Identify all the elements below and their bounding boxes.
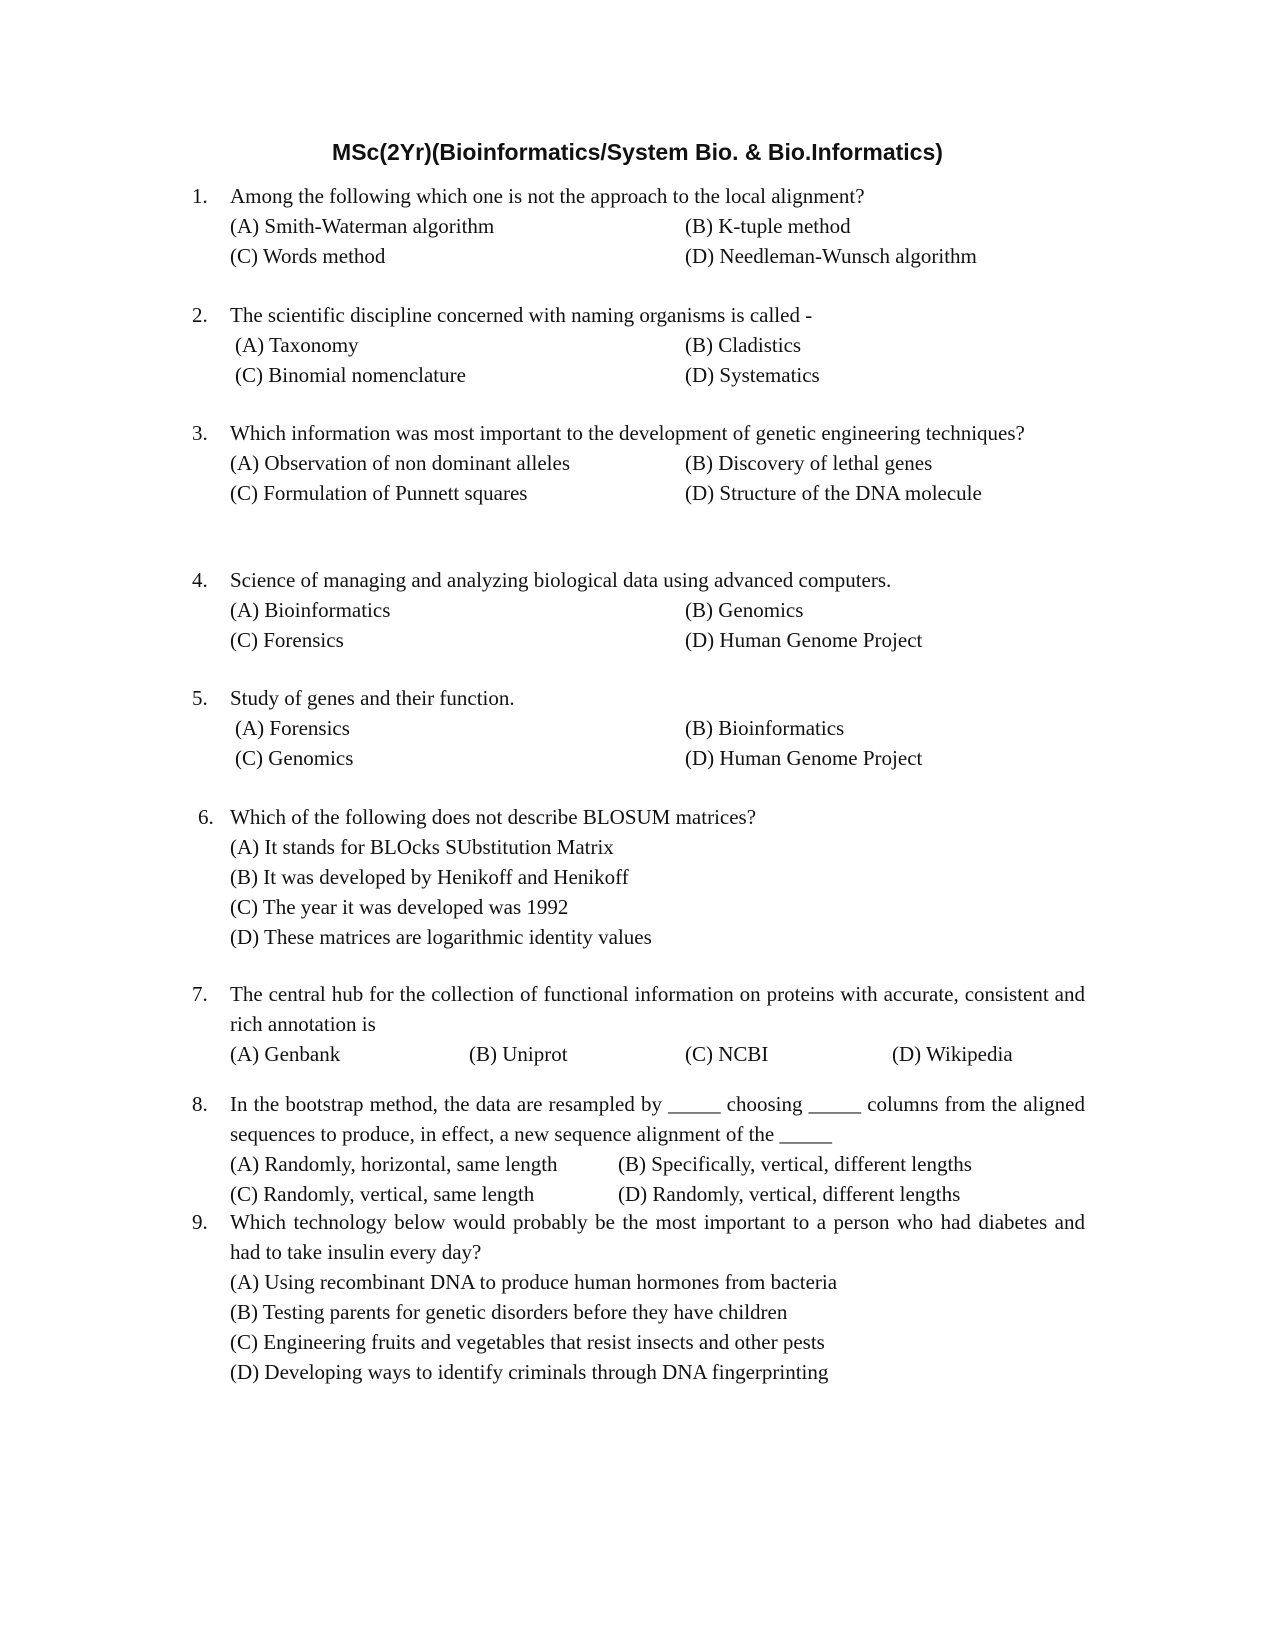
question-3: [185, 418, 1085, 508]
question-number: 8.: [192, 1092, 208, 1116]
option-a: (A) Genbank: [230, 1042, 341, 1066]
option-a: (A) Observation of non dominant alleles: [230, 451, 570, 475]
question-number: 9.: [192, 1210, 208, 1234]
question-8: [185, 1089, 1085, 1209]
option-d: (D) Wikipedia: [892, 1042, 1013, 1066]
option-b: (B) Cladistics: [685, 333, 802, 357]
option-a: (A) Forensics: [235, 716, 350, 740]
option-b: (B) K-tuple method: [685, 214, 851, 238]
option-d: (D) Structure of the DNA molecule: [685, 481, 982, 505]
question-7: [185, 979, 1085, 1069]
option-b: (B) Genomics: [685, 598, 804, 622]
question-stem: The scientific discipline concerned with naming organisms is called -: [230, 303, 813, 327]
option-c: (C) Formulation of Punnett squares: [230, 481, 528, 505]
option-d: (D) Systematics: [685, 363, 820, 387]
option-c: (C) Genomics: [235, 746, 354, 770]
question-stem: Study of genes and their function.: [230, 686, 515, 710]
option-a: (A) It stands for BLOcks SUbstitution Matrix: [230, 835, 614, 859]
option-b: (B) Testing parents for genetic disorders before they have children: [230, 1300, 788, 1324]
option-c: (C) Engineering fruits and vegetables that resist insects and other pests: [230, 1330, 825, 1354]
question-number: 5.: [192, 686, 208, 710]
option-b: (B) Uniprot: [469, 1042, 568, 1066]
option-b: (B) Specifically, vertical, different lengths: [618, 1152, 972, 1176]
question-stem: Among the following which one is not the approach to the local alignment?: [230, 184, 865, 208]
option-d: (D) These matrices are logarithmic identity values: [230, 925, 652, 949]
option-c: (C) Randomly, vertical, same length: [230, 1182, 535, 1206]
option-b: (B) Bioinformatics: [685, 716, 845, 740]
option-a: (A) Smith-Waterman algorithm: [230, 214, 495, 238]
option-a: (A) Randomly, horizontal, same length: [230, 1152, 558, 1176]
question-number: 2.: [192, 303, 208, 327]
question-1: [185, 181, 1085, 271]
option-c: (C) The year it was developed was 1992: [230, 895, 569, 919]
option-d: (D) Needleman-Wunsch algorithm: [685, 244, 977, 268]
question-4: [185, 565, 1085, 655]
question-number: 3.: [192, 421, 208, 445]
question-number: 1.: [192, 184, 208, 208]
option-b: (B) It was developed by Henikoff and Henikoff: [230, 865, 629, 889]
option-a: (A) Taxonomy: [235, 333, 359, 357]
question-number: 4.: [192, 568, 208, 592]
option-a: (A) Bioinformatics: [230, 598, 391, 622]
option-d: (D) Human Genome Project: [685, 628, 923, 652]
question-9: [185, 1207, 1085, 1387]
option-d: (D) Randomly, vertical, different lengths: [618, 1182, 961, 1206]
question-5: [185, 683, 1085, 773]
question-number: 6.: [198, 805, 214, 829]
option-c: (C) Words method: [230, 244, 386, 268]
question-number: 7.: [192, 982, 208, 1006]
option-c: (C) NCBI: [685, 1042, 769, 1066]
question-stem: The central hub for the collection of functional information on proteins with accurate, consistent and rich annotation is: [230, 982, 1085, 1036]
page-title: MSc(2Yr)(Bioinformatics/System Bio. & Bio.Informatics): [332, 139, 943, 165]
option-b: (B) Discovery of lethal genes: [685, 451, 933, 475]
option-d: (D) Human Genome Project: [685, 746, 923, 770]
option-c: (C) Binomial nomenclature: [235, 363, 466, 387]
question-stem: Which of the following does not describe BLOSUM matrices?: [230, 805, 757, 829]
question-stem: In the bootstrap method, the data are resampled by _____ choosing _____ columns from the aligned sequences to produce, in effect, a new sequence alignment of the _____: [230, 1092, 1085, 1146]
question-stem: Which information was most important to the development of genetic engineering techniques?: [230, 421, 1025, 445]
option-c: (C) Forensics: [230, 628, 344, 652]
question-6: [185, 802, 1085, 952]
question-2: [185, 300, 1085, 390]
option-d: (D) Developing ways to identify criminals through DNA fingerprinting: [230, 1360, 829, 1384]
question-stem: Which technology below would probably be the most important to a person who had diabetes and had to take insulin every day?: [230, 1210, 1085, 1264]
question-stem: Science of managing and analyzing biological data using advanced computers.: [230, 568, 892, 592]
option-a: (A) Using recombinant DNA to produce human hormones from bacteria: [230, 1270, 838, 1294]
